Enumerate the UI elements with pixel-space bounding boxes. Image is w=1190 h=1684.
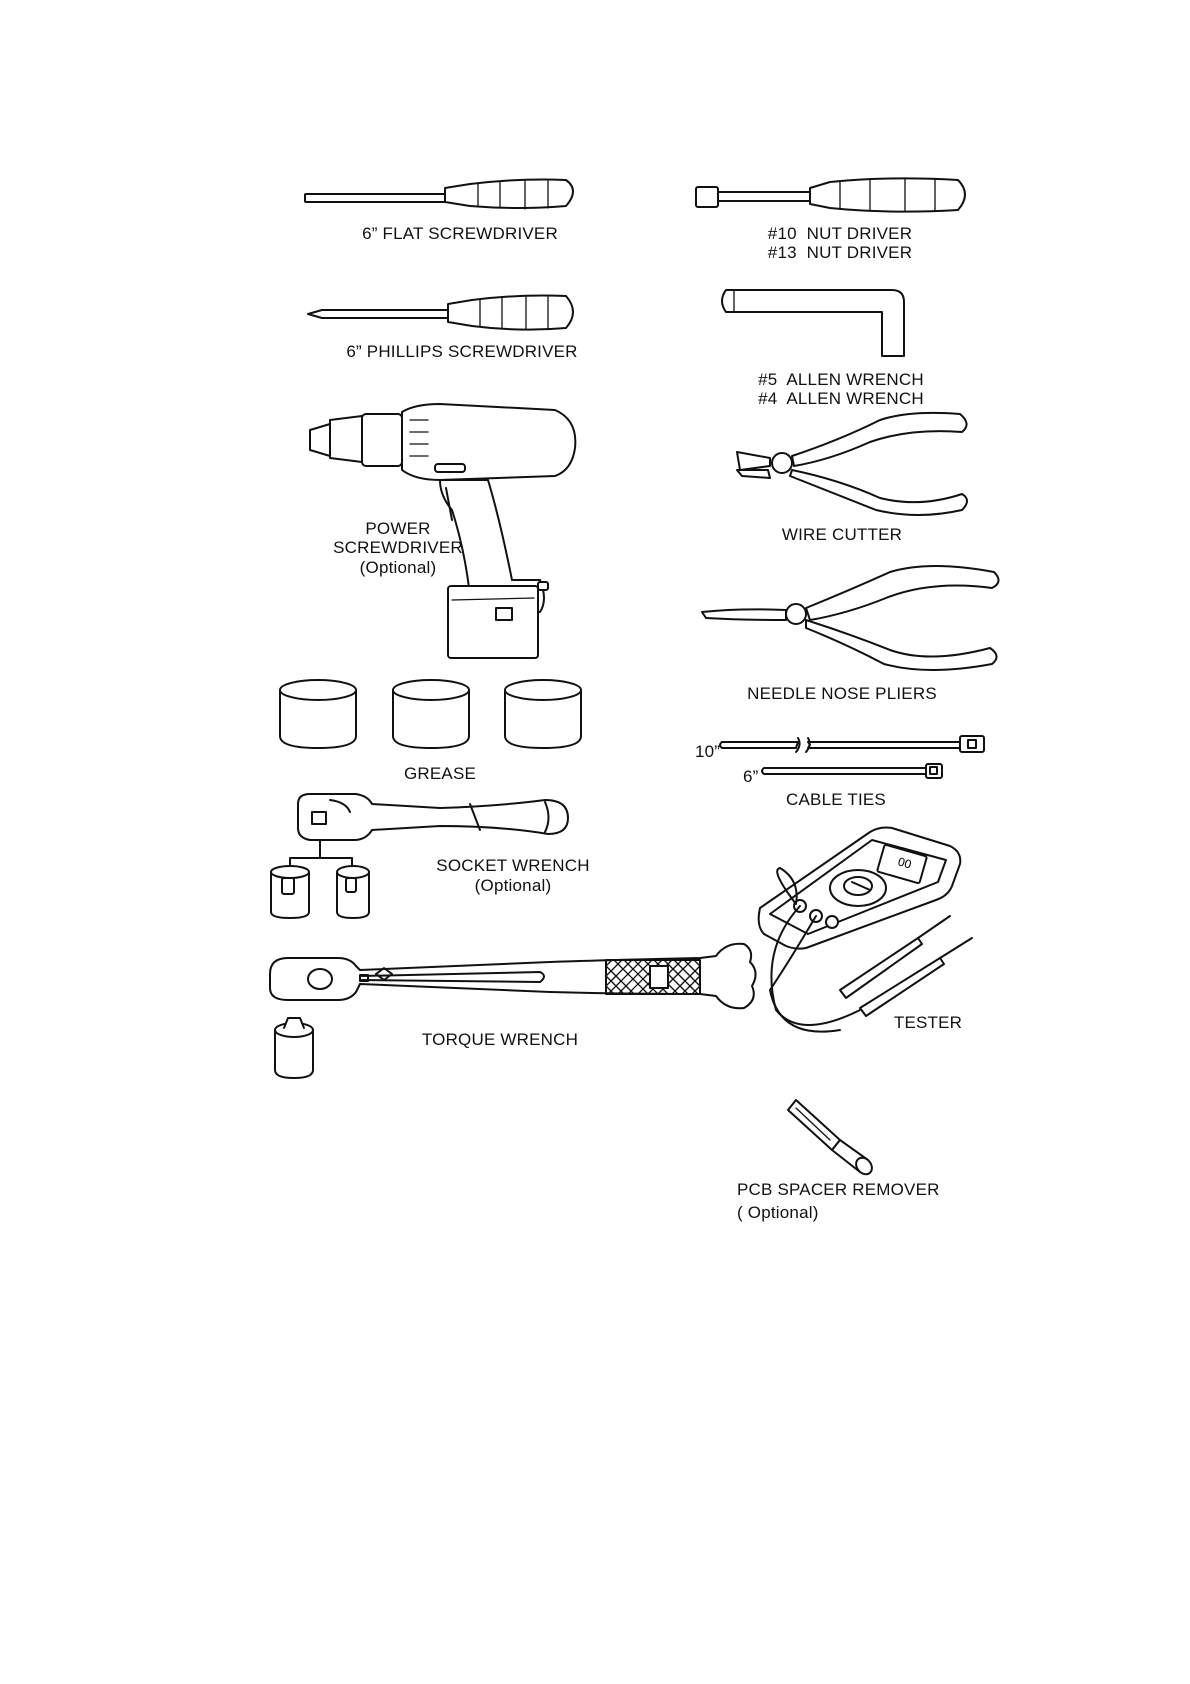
power-screwdriver-label-line3: (Optional): [359, 558, 437, 577]
pcb-spacer-remover-label-line1: PCB SPACER REMOVER: [737, 1180, 940, 1199]
wire-cutter-label: WIRE CUTTER: [781, 525, 903, 544]
cable-ties-drawing: [720, 736, 984, 778]
phillips-screwdriver-label: 6” PHILLIPS SCREWDRIVER: [346, 342, 578, 361]
pcb-spacer-remover-label-line2: ( Optional): [737, 1203, 819, 1222]
flat-screwdriver-label: 6” FLAT SCREWDRIVER: [362, 224, 558, 243]
tester-drawing: [759, 828, 972, 1032]
grease-jars-drawing: [280, 680, 581, 748]
needle-nose-pliers-drawing: [702, 566, 999, 670]
torque-wrench-drawing: [270, 944, 756, 1078]
cable-tie-10-label: 10”: [695, 742, 721, 761]
power-screwdriver-label-line1: POWER: [365, 519, 431, 538]
socket-wrench-label-line2: (Optional): [474, 876, 552, 895]
nut-driver-drawing: [696, 178, 965, 212]
nut-driver-10-label: #10 NUT DRIVER: [767, 224, 913, 243]
allen-wrench-drawing: [722, 290, 904, 356]
wire-cutter-drawing: [737, 413, 967, 515]
tester-label: TESTER: [893, 1013, 963, 1032]
nut-driver-13-label: #13 NUT DRIVER: [767, 243, 913, 262]
power-screwdriver-drawing: [310, 404, 575, 658]
flat-screwdriver-drawing: [305, 180, 573, 210]
cable-ties-label: CABLE TIES: [786, 790, 886, 809]
torque-wrench-label: TORQUE WRENCH: [421, 1030, 579, 1049]
socket-wrench-label-line1: SOCKET WRENCH: [436, 856, 590, 875]
needle-nose-pliers-label: NEEDLE NOSE PLIERS: [747, 684, 937, 703]
allen-wrench-5-label: #5 ALLEN WRENCH: [758, 370, 924, 389]
tester-display-readout: 00: [896, 854, 914, 872]
pcb-spacer-remover-drawing: [788, 1100, 875, 1177]
grease-label: GREASE: [403, 764, 477, 783]
cable-tie-6-label: 6”: [743, 767, 759, 786]
phillips-screwdriver-drawing: [308, 296, 573, 330]
power-screwdriver-label-line2: SCREWDRIVER: [333, 538, 463, 557]
allen-wrench-4-label: #4 ALLEN WRENCH: [758, 389, 924, 408]
